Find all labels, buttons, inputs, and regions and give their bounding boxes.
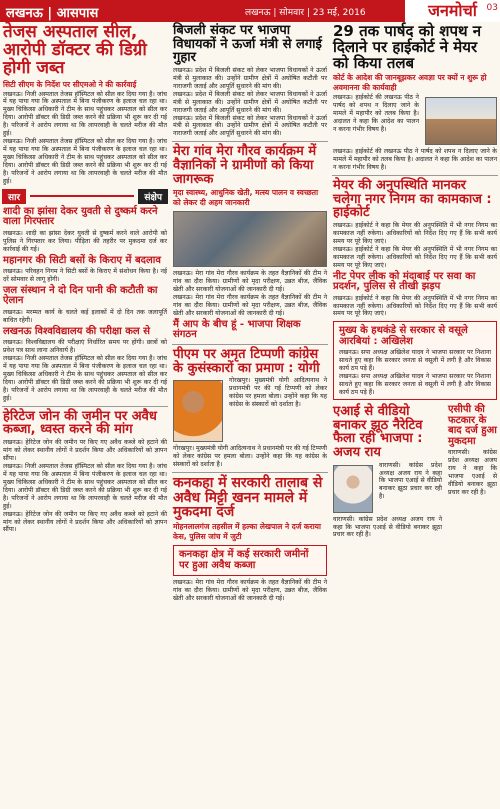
brief-headline: जल संस्थान ने दो दिन पानी की कटौती का ऐलान: [3, 284, 158, 307]
lead-body: लखनऊ। निजी अस्पताल तेजस हॉस्पिटल को सील कर दिया गया है। जांच में यह पाया गया कि अस्पताल में बिना पंजीकरण के इलाज चल रहा था। मुख्य चिकित्सा अधिकारी ने टीम के साथ पहुंचकर अस्पताल को सील कर दिया। आरोपी डॉक्टर की डिग्री जब्त करने की प्रक्रिया भी शुरू कर दी गई है। परिजनों ने आरोप लगाया था कि लापरवाही के चलते मरीज की मौत हुई।: [3, 90, 167, 138]
akhilesh-body-cont: लखनऊ। सपा अध्यक्ष अखिलेश यादव ने भाजपा सरकार पर निशाना साधते हुए कहा कि सरकार जनता से वसूली में लगी है और विकास कार्य ठप पड़े हैं।: [339, 373, 491, 397]
lead-headline: तेजस अस्पताल सील, आरोपी डॉक्टर की डिग्री होगी जब्त: [3, 22, 147, 78]
mining-headline: कनकहा में सरकारी तालाब से अवैध मिट्टी खनन मामले में मुकदमा दर्ज: [173, 475, 323, 521]
column-right: [330, 22, 500, 809]
teacher-org-headline: मैं आप के बीच हूं - भाजपा शिक्षक संगठन: [173, 318, 301, 341]
brief-headline: महानगर की सिटी बसों के किराए में बदलाव: [3, 254, 161, 266]
ajay-rai-body: वाराणसी। कांग्रेस प्रदेश अध्यक्ष अजय राय ने कहा कि भाजपा एआई से वीडियो बनाकर झूठा प्रचार कर रही है।: [379, 461, 442, 501]
acp-story: [445, 403, 500, 539]
divider: [332, 175, 498, 176]
brief-label-a: सार: [2, 189, 26, 204]
hc-mayor-body-cont: लखनऊ। हाईकोर्ट की लखनऊ पीठ ने पार्षद को शपथ न दिलाए जाने के मामले में महापौर को तलब किया है। अदालत ने कहा कि आदेश का पालन न करना गंभीर विषय है।: [333, 148, 497, 172]
brief-body: लखनऊ। निजी अस्पताल तेजस हॉस्पिटल को सील कर दिया गया है। जांच में यह पाया गया कि अस्पताल में बिना पंजीकरण के इलाज चल रहा था। मुख्य चिकित्सा अधिकारी ने टीम के साथ पहुंचकर अस्पताल को सील कर दिया। आरोपी डॉक्टर की डिग्री जब्त करने की प्रक्रिया भी शुरू कर दी गई है। परिजनों ने आरोप लगाया था कि लापरवाही के चलते मरीज की मौत हुई।: [3, 355, 167, 402]
lead-subheadline: सिटी सीएम के निर्देश पर सीएमओ ने की कार्रवाई: [3, 79, 137, 89]
divider: [172, 472, 328, 473]
village-body-cont: लखनऊ। मेरा गांव मेरा गौरव कार्यक्रम के तहत वैज्ञानिकों की टीम ने गांव का दौरा किया। ग्रामीणों को मृदा परीक्षण, उन्नत बीज, जैविक खेती और सरकारी योजनाओं की जानकारी दी गई।: [173, 294, 327, 317]
akhilesh-body: लखनऊ। सपा अध्यक्ष अखिलेश यादव ने भाजपा सरकार पर निशाना साधते हुए कहा कि सरकार जनता से वसूली में लगी है और विकास कार्य ठप पड़े हैं।: [339, 349, 491, 373]
brief-headline: शादी का झांसा देकर युवती से दुष्कर्म करने वाला गिरफ्तार: [3, 205, 158, 228]
yogi-body-cont: गोरखपुर। मुख्यमंत्री योगी आदित्यनाथ ने प्रधानमंत्री पर की गई टिप्पणी को लेकर कांग्रेस पर हमला बोला। उन्होंने कहा कि यह कांग्रेस के संस्कारों को दर्शाता है।: [173, 445, 327, 469]
section-band: [0, 0, 500, 22]
mining-body: लखनऊ। मेरा गांव मेरा गौरव कार्यक्रम के तहत वैज्ञानिकों की टीम ने गांव का दौरा किया। ग्रामीणों को मृदा परीक्षण, उन्नत बीज, जैविक खेती और सरकारी योजनाओं की जानकारी दी गई।: [173, 579, 327, 602]
brief-body: लखनऊ। परिवहन निगम ने सिटी बसों के किराए में संशोधन किया है। नई दरें सोमवार से लागू होंगी।: [3, 268, 167, 284]
bottom-body-cont: लखनऊ। निजी अस्पताल तेजस हॉस्पिटल को सील कर दिया गया है। जांच में यह पाया गया कि अस्पताल में बिना पंजीकरण के इलाज चल रहा था। मुख्य चिकित्सा अधिकारी ने टीम के साथ पहुंचकर अस्पताल को सील कर दिया। आरोपी डॉक्टर की डिग्री जब्त करने की प्रक्रिया भी शुरू कर दी गई है। परिजनों ने आरोप लगाया था कि लापरवाही के चलते मरीज की मौत हुई।: [3, 462, 167, 510]
brief-divider: [30, 195, 134, 197]
high-court-photo: [425, 97, 497, 145]
column-left: [0, 22, 170, 809]
acp-body: वाराणसी। कांग्रेस प्रदेश अध्यक्ष अजय राय ने कहा कि भाजपा एआई से वीडियो बनाकर झूठा प्रचार कर रही है।: [448, 449, 497, 496]
column-middle: [170, 22, 330, 809]
power-crisis-body-cont: लखनऊ। प्रदेश में बिजली संकट को लेकर भाजपा विधायकों ने ऊर्जा मंत्री से मुलाकात की। उन्होंने ग्रामीण क्षेत्रों में अघोषित कटौती पर नाराजगी जताई और आपूर्ति सुधारने की मांग की।: [173, 90, 327, 114]
mayor-absence-body: लखनऊ। हाईकोर्ट ने कहा कि मेयर की अनुपस्थिति में भी नगर निगम का कामकाज नहीं रुकेगा। अधिकारियों को निर्देश दिए गए हैं कि सभी कार्य समय पर पूरे किए जाएं।: [333, 221, 497, 245]
hc-mayor-subheadline: कोर्ट के आदेश की जानबूझकर अवज्ञा पर क्यों न शुरू हो अवमानना की कार्यवाही: [333, 73, 487, 93]
brief-body: लखनऊ। मरम्मत कार्य के चलते कई इलाकों में दो दिन तक जलापूर्ति बाधित रहेगी।: [3, 308, 167, 324]
brief-section-header: [2, 189, 168, 204]
masthead-logo: जनमोर्चा: [405, 0, 500, 22]
brief-headline: लखनऊ विश्वविद्यालय की परीक्षा कल से: [3, 325, 150, 337]
akhilesh-box: [333, 321, 497, 400]
village-headline: मेरा गांव मेरा गौरव कार्यक्रम में वैज्ञानिकों ने ग्रामीणों को किया जागरूक: [173, 144, 317, 187]
mayor-absence-body-cont: लखनऊ। हाईकोर्ट ने कहा कि मेयर की अनुपस्थिति में भी नगर निगम का कामकाज नहीं रुकेगा। अधिकारियों को निर्देश दिए गए हैं कि सभी कार्य समय पर पूरे किए जाएं।: [333, 245, 497, 269]
neet-headline: नीट पेपर लीक को मंदाबाई पर सवा का प्रदर्शन, पुलिस से तीखी झड़प: [333, 270, 476, 293]
yogi-photo: [173, 380, 223, 442]
yogi-story: [170, 377, 330, 445]
brief-body: लखनऊ। शादी का झांसा देकर युवती से दुष्कर्म करने वाले आरोपी को पुलिस ने गिरफ्तार कर लिया। पीड़िता की तहरीर पर मुकदमा दर्ज कर कार्रवाई की गई।: [3, 229, 167, 253]
power-crisis-body: लखनऊ। प्रदेश में बिजली संकट को लेकर भाजपा विधायकों ने ऊर्जा मंत्री से मुलाकात की। उन्होंने ग्रामीण क्षेत्रों में अघोषित कटौती पर नाराजगी जताई और आपूर्ति सुधारने की मांग की।: [173, 66, 327, 90]
divider: [172, 344, 328, 345]
ajay-rai-photo: [333, 465, 373, 513]
hc-mayor-story: [330, 94, 500, 148]
ajay-rai-body-cont: वाराणसी। कांग्रेस प्रदेश अध्यक्ष अजय राय ने कहा कि भाजपा एआई से वीडियो बनाकर झूठा प्रचार कर रही है।: [333, 515, 442, 539]
acp-headline: एसीपी की फटकार के बाद दर्ज हुआ मुकदमा: [448, 404, 497, 447]
issue-date: लखनऊ | सोमवार | 23 मई, 2016: [245, 8, 366, 18]
divider: [2, 406, 168, 407]
village-subheadline: मृदा स्वास्थ्य, आधुनिक खेती, मत्स्य पालन व स्वच्छता को लेकर दी अहम जानकारी: [173, 188, 319, 208]
akhilesh-headline: मुख्य के हथकंडे से सरकार से वसूले आरबियां : अखिलेश: [339, 325, 468, 347]
power-crisis-body-cont: लखनऊ। प्रदेश में बिजली संकट को लेकर भाजपा विधायकों ने ऊर्जा मंत्री से मुलाकात की। उन्होंने ग्रामीण क्षेत्रों में अघोषित कटौती पर नाराजगी जताई और आपूर्ति सुधारने की मांग की।: [173, 114, 327, 138]
page-number: 03: [486, 3, 498, 13]
ajay-rai-headline: एआई से वीडियो बनाकर झूठ नैरेटिव फैला रही भाजपा : अजय राय: [333, 404, 423, 460]
brief-label-b: संक्षेप: [138, 189, 168, 204]
hc-mayor-headline: 29 तक पार्षद को शपथ न दिलाने पर हाईकोर्ट ने मेयर को किया तलब: [333, 22, 482, 72]
divider: [172, 141, 328, 142]
village-event-photo: [173, 211, 327, 267]
mayor-absence-headline: मेयर की अनुपस्थिति मानकर चलेगा नगर निगम का कामकाज : हाईकोर्ट: [333, 178, 492, 221]
ajay-rai-story: [330, 403, 445, 539]
bottom-headline: हेरिटेज जोन की जमीन पर अवैध कब्जा, ध्वस्त करने की मांग: [3, 408, 157, 438]
mining-subheadline: मोहनलालगंज तहसील में हल्का लेखपाल ने दर्ज कराया केस, पुलिस जांच में जुटी: [173, 522, 321, 542]
power-crisis-headline: बिजली संकट पर भाजपा विधायकों ने ऊर्जा मंत्री से लगाई गुहार: [173, 23, 322, 66]
village-body: लखनऊ। मेरा गांव मेरा गौरव कार्यक्रम के तहत वैज्ञानिकों की टीम ने गांव का दौरा किया। ग्रामीणों को मृदा परीक्षण, उन्नत बीज, जैविक खेती और सरकारी योजनाओं की जानकारी दी गई।: [173, 270, 327, 294]
neet-body: लखनऊ। हाईकोर्ट ने कहा कि मेयर की अनुपस्थिति में भी नगर निगम का कामकाज नहीं रुकेगा। अधिकारियों को निर्देश दिए गए हैं कि सभी कार्य समय पर पूरे किए जाएं।: [333, 294, 497, 318]
bottom-body: लखनऊ। हेरिटेज जोन की जमीन पर किए गए अवैध कब्जे को हटाने की मांग को लेकर स्थानीय लोगों ने प्रदर्शन किया और अधिकारियों को ज्ञापन सौंपा।: [3, 439, 167, 462]
section-title: लखनऊ | आसपास: [6, 6, 99, 21]
hc-mayor-body: लखनऊ। हाईकोर्ट की लखनऊ पीठ ने पार्षद को शपथ न दिलाए जाने के मामले में महापौर को तलब किया है। अदालत ने कहा कि आदेश का पालन न करना गंभीर विषय है।: [333, 94, 419, 133]
yogi-body: गोरखपुर। मुख्यमंत्री योगी आदित्यनाथ ने प्रधानमंत्री पर की गई टिप्पणी को लेकर कांग्रेस पर हमला बोला। उन्होंने कहा कि यह कांग्रेस के संस्कारों को दर्शाता है।: [229, 377, 327, 408]
yogi-headline: पीएम पर अमृत टिप्पणी कांग्रेस के कुसंस्कारों का प्रमाण : योगी: [173, 346, 320, 376]
mining-inset-headline: कनकहा क्षेत्र में कई सरकारी जमीनों पर हुआ अवैध कब्जा: [179, 549, 309, 571]
lead-body-cont: लखनऊ। निजी अस्पताल तेजस हॉस्पिटल को सील कर दिया गया है। जांच में यह पाया गया कि अस्पताल में बिना पंजीकरण के इलाज चल रहा था। मुख्य चिकित्सा अधिकारी ने टीम के साथ पहुंचकर अस्पताल को सील कर दिया। आरोपी डॉक्टर की डिग्री जब्त करने की प्रक्रिया भी शुरू कर दी गई है। परिजनों ने आरोप लगाया था कि लापरवाही के चलते मरीज की मौत हुई।: [3, 138, 167, 185]
brief-body: लखनऊ। विश्वविद्यालय की परीक्षाएं निर्धारित समय पर होंगी। छात्रों को प्रवेश पत्र साथ लाना अनिवार्य है।: [3, 339, 167, 355]
lower-right-stories: [330, 403, 500, 539]
bottom-body-cont: लखनऊ। हेरिटेज जोन की जमीन पर किए गए अवैध कब्जे को हटाने की मांग को लेकर स्थानीय लोगों ने प्रदर्शन किया और अधिकारियों को ज्ञापन सौंपा।: [3, 510, 167, 534]
ajay-rai-content: [330, 462, 445, 516]
mining-inset-box: [173, 545, 327, 576]
